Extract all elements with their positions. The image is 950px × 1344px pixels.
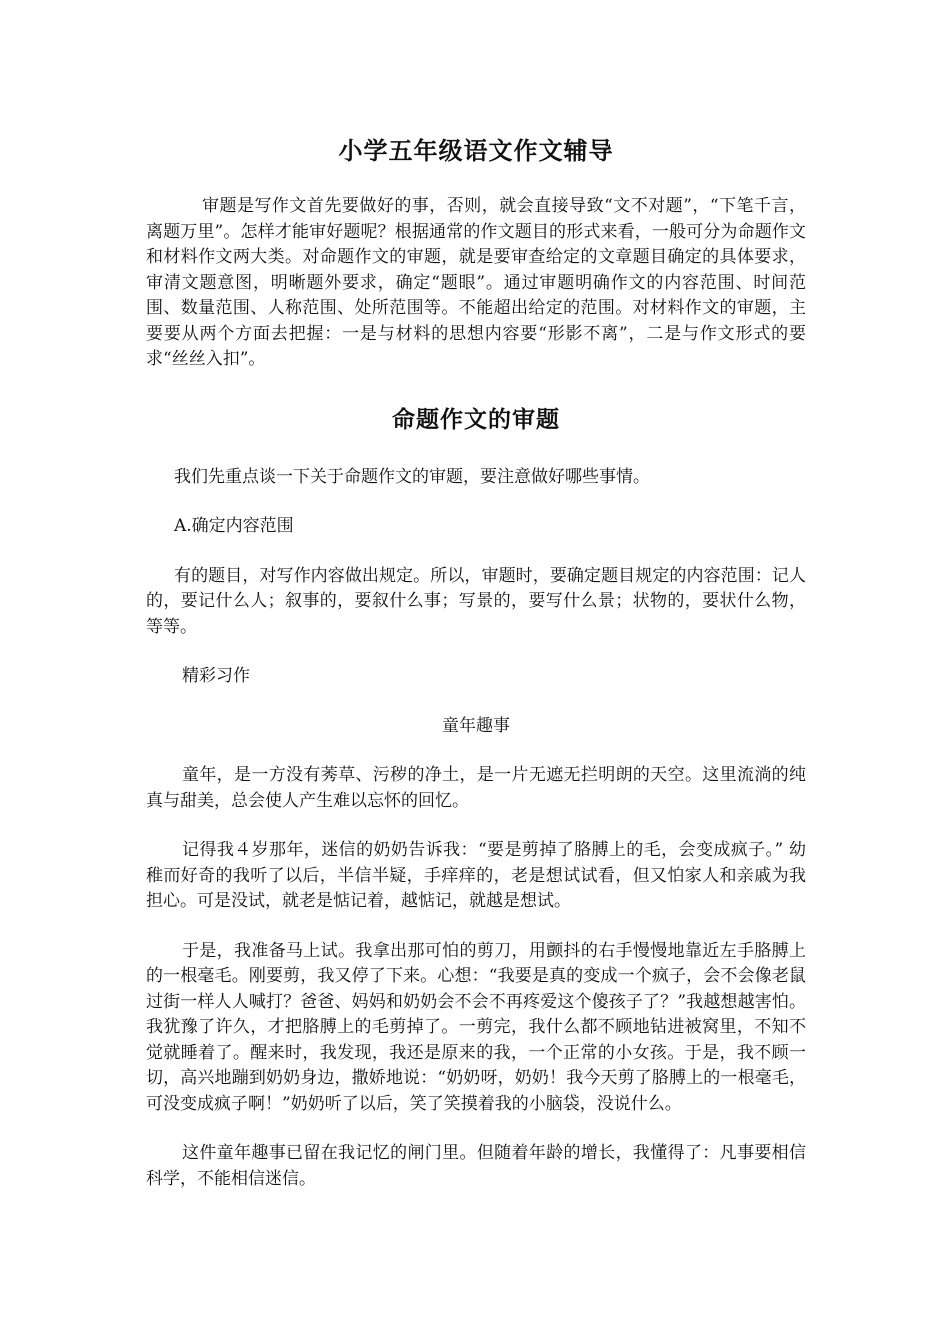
essay-paragraph: 童年，是一方没有莠草、污秽的净土，是一片无遮无拦明朗的天空。这里流淌的纯真与甜美，总会使人产生难以忘怀的回忆。 — [146, 765, 806, 811]
section-title: 命题作文的审题 — [392, 405, 560, 433]
essay-paragraph: 这件童年趣事已留在我记忆的闸门里。但随着年龄的增长，我懂得了：凡事要相信科学，不能相信迷信。 — [146, 1143, 806, 1189]
section-lead-paragraph: 我们先重点谈一下关于命题作文的审题，要注意做好哪些事情。 — [174, 466, 650, 487]
document-title: 小学五年级语文作文辅导 — [338, 136, 614, 165]
essay-paragraph: 于是，我准备马上试。我拿出那可怕的剪刀，用颤抖的右手慢慢地靠近左手胳膊上的一根毫毛。刚要剪，我又停了下来。心想：“我要是真的变成一个疯子，会不会像老鼠过街一样人人喊打？爸爸、妈妈和奶奶会不会不再疼爱这个傻孩子了？”我越想越害怕。我犹豫了许久，才把胳膊上的毛剪掉了。一剪完，我什么都不顾地钻进被窝里，不知不觉就睡着了。醒来时，我发现，我还是原来的我，一个正常的小女孩。于是，我不顾一切，高兴地蹦到奶奶身边，撒娇地说：“奶奶呀，奶奶！我今天剪了胳膊上的一根毫毛，可没变成疯子啊！”奶奶听了以后，笑了笑摸着我的小脑袋，没说什么。 — [146, 940, 806, 1114]
document-content — [146, 132, 806, 1192]
subsection-body-paragraph: 有的题目，对写作内容做出规定。所以，审题时，要确定题目规定的内容范围：记人的，要记什么人；叙事的，要叙什么事；写景的，要写什么景；状物的，要状什么物，等等。 — [146, 565, 806, 637]
subsection-title: A.确定内容范围 — [174, 516, 294, 536]
sample-essay-label: 精彩习作 — [182, 666, 250, 686]
essay-paragraph: 记得我４岁那年，迷信的奶奶告诉我：“要是剪掉了胳膊上的毛，会变成疯子。” 幼稚而好奇的我听了以后，半信半疑，手痒痒的，老是想试试看，但又怕家人和亲戚为我担心。可是没试，就老是惦记着，越惦记，就越是想试。 — [146, 840, 806, 911]
intro-paragraph: 审题是写作文首先要做好的事，否则，就会直接导致“文不对题”，“下笔千言，离题万里”。怎样才能审好题呢？根据通常的作文题目的形式来看，一般可分为命题作文和材料作文两大类。对命题作文的审题，就是要审查给定的文章题目确定的具体要求，审清文题意图，明晰题外要求，确定“题眼”。通过审题明确作文的内容范围、时间范围、数量范围、人称范围、处所范围等。不能超出给定的范围。对材料作文的审题，主要要从两个方面去把握：一是与材料的思想内容要“形影不离”，二是与作文形式的要求“丝丝入扣”。 — [146, 196, 806, 369]
essay-title: 童年趣事 — [442, 715, 510, 736]
